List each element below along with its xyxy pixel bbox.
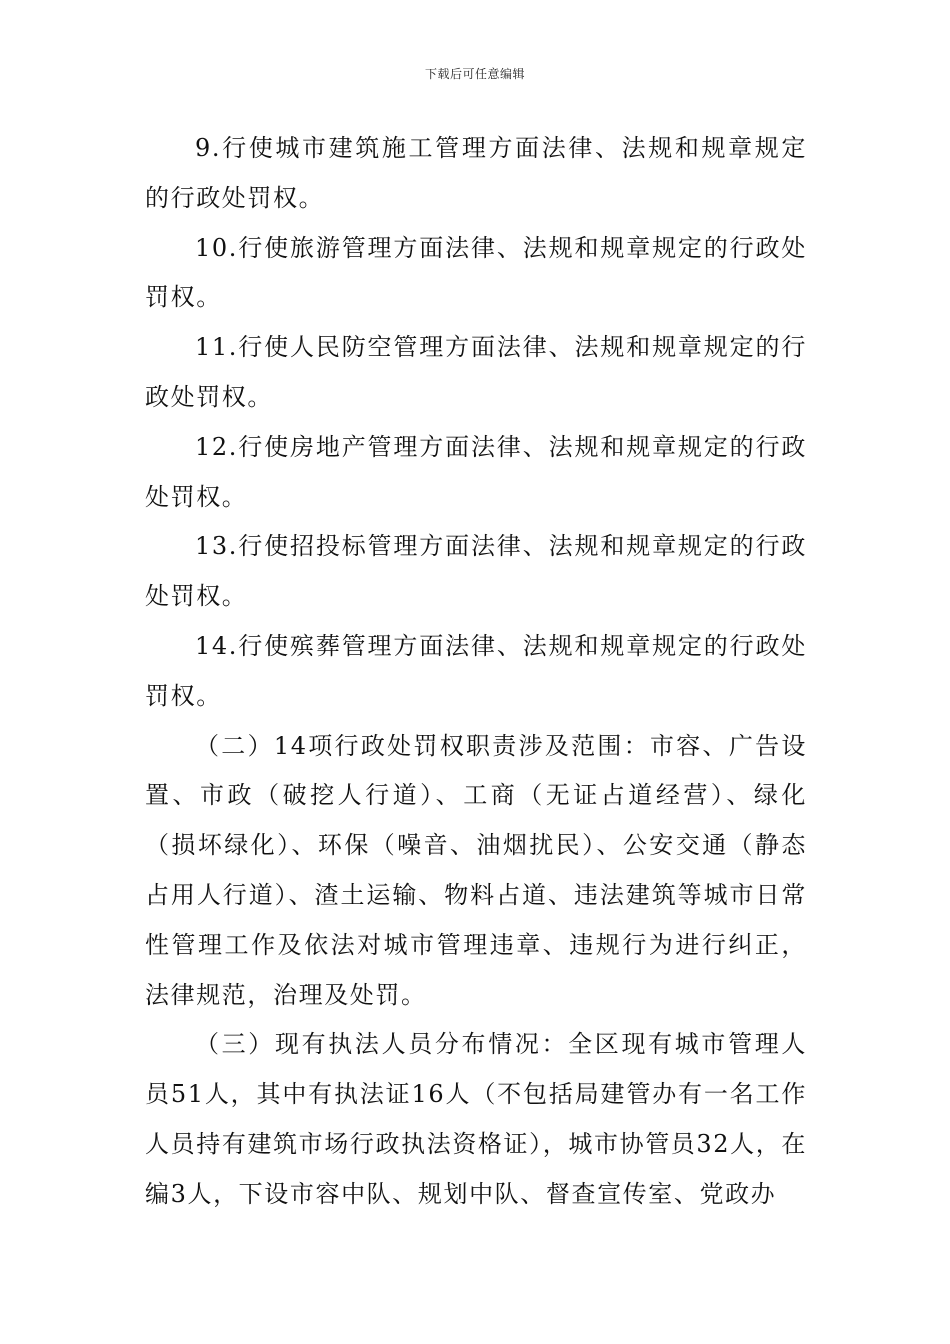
page-header: 下载后可任意编辑 <box>424 67 525 81</box>
paragraph-item-14: 14.行使殡葬管理方面法律、法规和规章规定的行政处罚权。 <box>145 631 807 710</box>
paragraph-item-11: 11.行使人民防空管理方面法律、法规和规章规定的行政处罚权。 <box>145 333 807 411</box>
paragraph-staff: （三）现有执法人员分布情况：全区现有城市管理人员51人，其中有执法证16人（不包括局建管办有一名工作人员持有建筑市场行政执法资格证），城市协管员32人，在编3人，下设市容中队、规划中队、督查宣传室、党政办 <box>145 1030 807 1208</box>
paragraph-scope: （二）14项行政处罚权职责涉及范围：市容、广告设置、市政（破挖人行道）、工商（无证占道经营）、绿化（损坏绿化）、环保（噪音、油烟扰民）、公安交通（静态占用人行道）、渣土运输、物料占道、违法建筑等城市日常性管理工作及依法对城市管理违章、违规行为进行纠正，法律规范，治理及处罚。 <box>145 731 807 1009</box>
paragraph-item-12: 12.行使房地产管理方面法律、法规和规章规定的行政处罚权。 <box>145 432 807 511</box>
paragraph-item-10: 10.行使旅游管理方面法律、法规和规章规定的行政处罚权。 <box>145 233 807 312</box>
paragraph-item-13: 13.行使招投标管理方面法律、法规和规章规定的行政处罚权。 <box>145 532 807 611</box>
paragraph-item-9: 9.行使城市建筑施工管理方面法律、法规和规章规定的行政处罚权。 <box>145 134 807 212</box>
document-body <box>145 124 807 1220</box>
